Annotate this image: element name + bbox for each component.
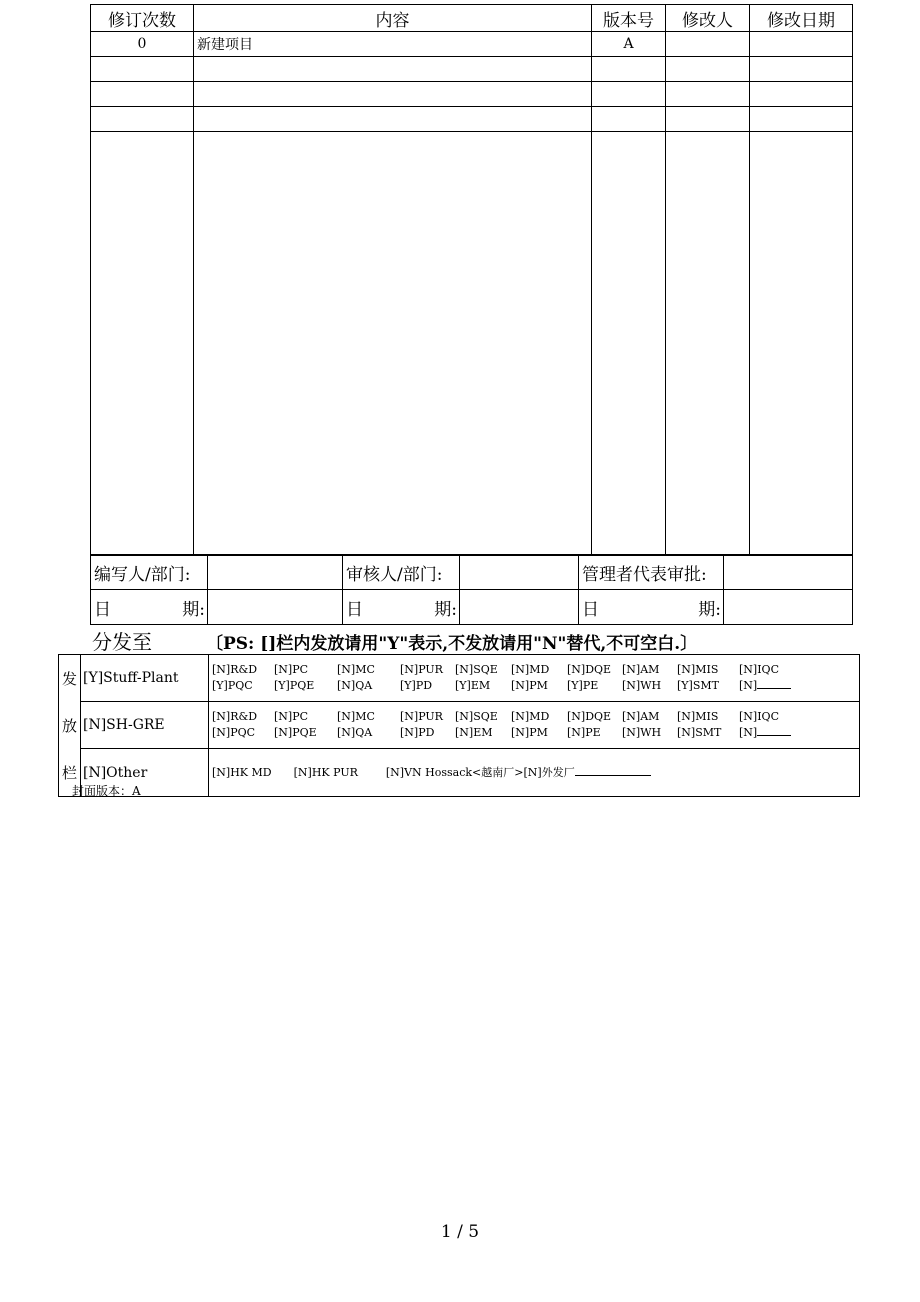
dept-checkbox[interactable]: [N]WH: [622, 726, 662, 739]
date-char: 日: [582, 599, 599, 620]
dept-checkbox[interactable]: [N]IQC: [739, 710, 779, 723]
dept-other-blank[interactable]: [739, 678, 791, 694]
dept-checkbox[interactable]: [N]DQE: [567, 663, 612, 676]
dept-checkbox[interactable]: [N]MC: [337, 710, 375, 723]
dept-checkbox[interactable]: [N]: [739, 679, 758, 692]
dept-checkbox[interactable]: [N]MIS: [677, 663, 719, 676]
author-date-label: [91, 590, 208, 625]
dept-checkbox[interactable]: [N]AM: [622, 710, 660, 723]
dept-checkbox[interactable]: [Y]PD: [400, 679, 433, 692]
category-sh-gre[interactable]: [N]SH-GRE: [81, 702, 209, 749]
dept-checkbox[interactable]: [N]PM: [511, 726, 548, 739]
dept-checkbox[interactable]: [N]PM: [511, 679, 548, 692]
other-item-hk-pur[interactable]: [N]HK PUR: [293, 765, 358, 779]
cell-content: 新建项目: [194, 32, 592, 57]
side-label-char: 放: [59, 702, 81, 749]
blank-line: [757, 735, 791, 736]
category-stuff-plant[interactable]: [Y]Stuff-Plant: [81, 655, 209, 702]
table-row: [91, 82, 853, 107]
distribution-row: [59, 655, 860, 702]
dept-checkbox[interactable]: [N]PUR: [400, 710, 443, 723]
cell-modifier: [666, 57, 750, 82]
table-row: [91, 32, 853, 57]
dept-checkbox[interactable]: [N]IQC: [739, 663, 779, 676]
table-row: [91, 57, 853, 82]
date-char: 日: [94, 599, 111, 620]
cell-content: [194, 132, 592, 556]
author-label: 编写人/部门:: [91, 555, 208, 590]
distribution-title: 分发至: [92, 630, 152, 654]
dept-checkbox[interactable]: [N]R&D: [212, 710, 258, 723]
manager-date-label: [579, 590, 724, 625]
cell-content: [194, 57, 592, 82]
department-list: [209, 655, 860, 702]
signature-row: [91, 555, 853, 590]
dept-checkbox[interactable]: [N]PC: [274, 710, 309, 723]
dept-checkbox[interactable]: [N]MD: [511, 663, 550, 676]
page-number: 1 / 5: [440, 1222, 480, 1242]
dept-checkbox[interactable]: [N]PQE: [274, 726, 317, 739]
cell-date: [750, 82, 853, 107]
dept-checkbox[interactable]: [Y]PQC: [212, 679, 253, 692]
dept-checkbox[interactable]: [Y]EM: [455, 679, 491, 692]
cell-content: [194, 82, 592, 107]
dept-checkbox[interactable]: [N]PC: [274, 663, 309, 676]
cell-version: [592, 132, 666, 556]
cell-version: [592, 107, 666, 132]
department-list: [209, 702, 860, 749]
dept-checkbox[interactable]: [N]: [739, 726, 758, 739]
other-item-vn-outsource[interactable]: [N]VN Hossack<越南厂>[N]外发厂: [385, 765, 575, 779]
date-char: 期:: [434, 599, 457, 620]
dept-checkbox[interactable]: [Y]PE: [567, 679, 599, 692]
dept-checkbox[interactable]: [N]SMT: [677, 726, 722, 739]
dept-checkbox[interactable]: [N]SQE: [455, 710, 498, 723]
dept-checkbox[interactable]: [N]EM: [455, 726, 493, 739]
dept-checkbox[interactable]: [N]DQE: [567, 710, 612, 723]
signature-table: [90, 554, 853, 625]
dept-checkbox[interactable]: [N]MC: [337, 663, 375, 676]
cell-modifier: [666, 82, 750, 107]
dept-checkbox[interactable]: [N]PQC: [212, 726, 256, 739]
side-label-char: 发: [59, 655, 81, 702]
distribution-row: [59, 749, 860, 797]
distribution-note: 〔PS: []栏内发放请用"Y"表示,不发放请用"N"替代,不可空白.〕: [206, 634, 698, 654]
cell-modifier: [666, 107, 750, 132]
dept-checkbox[interactable]: [N]R&D: [212, 663, 258, 676]
cell-date: [750, 107, 853, 132]
dept-checkbox[interactable]: [N]QA: [337, 679, 373, 692]
side-label-char: 栏: [59, 749, 81, 797]
cell-date: [750, 132, 853, 556]
table-row: [91, 132, 853, 556]
other-item-hk-md[interactable]: [N]HK MD: [212, 765, 272, 779]
cell-revision: [91, 132, 194, 556]
cell-revision: [91, 107, 194, 132]
cell-revision: 0: [91, 32, 194, 57]
dept-other-blank[interactable]: [739, 725, 791, 741]
header-modify-date: 修改日期: [750, 5, 853, 32]
distribution-row: [59, 702, 860, 749]
reviewer-field[interactable]: [460, 555, 579, 590]
reviewer-date-field[interactable]: [460, 590, 579, 625]
cell-version: A: [592, 32, 666, 57]
cell-revision: [91, 82, 194, 107]
reviewer-label: 审核人/部门:: [343, 555, 460, 590]
dept-checkbox[interactable]: [N]WH: [622, 679, 662, 692]
dept-checkbox[interactable]: [N]AM: [622, 663, 660, 676]
cell-date: [750, 32, 853, 57]
table-row: [91, 107, 853, 132]
dept-checkbox[interactable]: [N]MD: [511, 710, 550, 723]
date-char: 期:: [698, 599, 721, 620]
header-content: 内容: [194, 5, 592, 32]
date-char: 期:: [182, 599, 205, 620]
dept-checkbox[interactable]: [N]PUR: [400, 663, 443, 676]
cell-modifier: [666, 132, 750, 556]
revision-table: [90, 4, 853, 556]
manager-date-field[interactable]: [724, 590, 853, 625]
dept-checkbox[interactable]: [N]SQE: [455, 663, 498, 676]
cell-modifier: [666, 32, 750, 57]
category-other[interactable]: [N]Other: [81, 749, 209, 797]
other-list: [209, 749, 860, 797]
dept-checkbox[interactable]: [Y]PQE: [274, 679, 315, 692]
header-revision-count: 修订次数: [91, 5, 194, 32]
header-modifier: 修改人: [666, 5, 750, 32]
manager-field[interactable]: [724, 555, 853, 590]
cell-date: [750, 57, 853, 82]
reviewer-date-label: [343, 590, 460, 625]
dept-checkbox[interactable]: [N]PE: [567, 726, 601, 739]
dept-checkbox[interactable]: [N]MIS: [677, 710, 719, 723]
author-date-field[interactable]: [208, 590, 343, 625]
blank-line: [575, 775, 651, 776]
dept-checkbox[interactable]: [Y]SMT: [677, 679, 719, 692]
revision-header-row: [91, 5, 853, 32]
dept-checkbox[interactable]: [N]PD: [400, 726, 435, 739]
header-version: 版本号: [592, 5, 666, 32]
distribution-table: [58, 654, 860, 797]
date-row: [91, 590, 853, 625]
author-field[interactable]: [208, 555, 343, 590]
cover-version: 封面版本：A: [72, 784, 141, 798]
blank-line: [757, 688, 791, 689]
manager-label: 管理者代表审批:: [579, 555, 724, 590]
cell-version: [592, 82, 666, 107]
cell-content: [194, 107, 592, 132]
dept-checkbox[interactable]: [N]QA: [337, 726, 373, 739]
cell-version: [592, 57, 666, 82]
date-char: 日: [346, 599, 363, 620]
cell-revision: [91, 57, 194, 82]
